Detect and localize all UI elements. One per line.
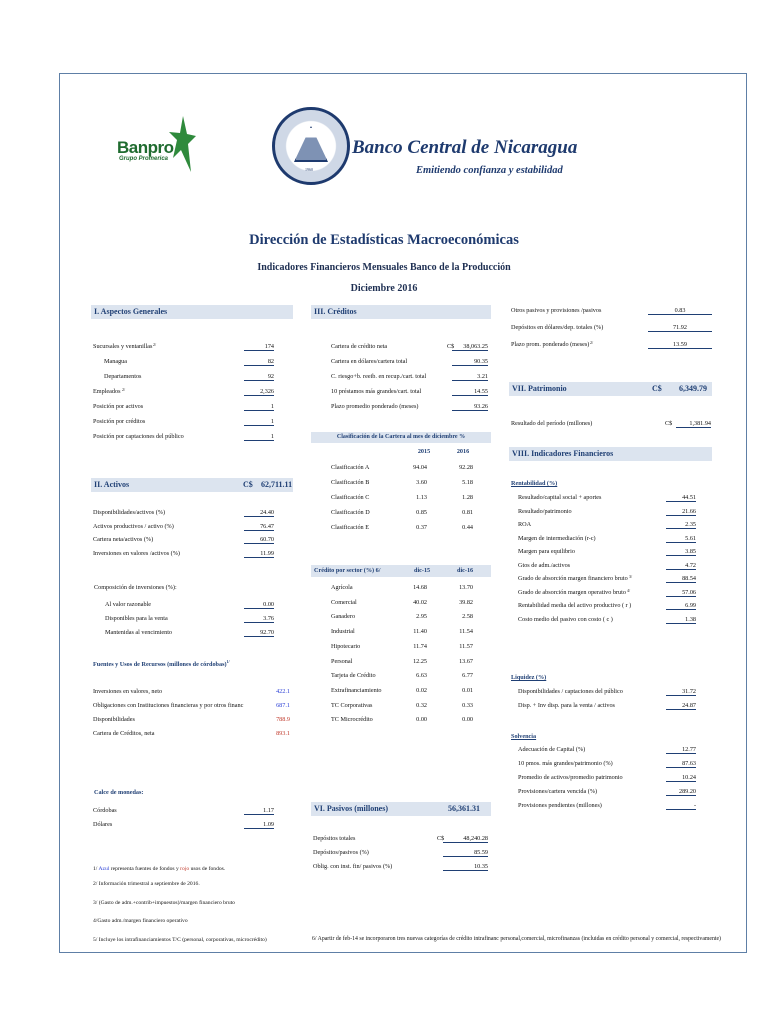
pasivo-label: Depósitos/pasivos (%) [313,849,369,856]
aspecto-value: 1 [244,403,274,411]
aspecto-label: Empleados [93,388,121,395]
clasificacion-label: Clasificación B [331,479,370,486]
rentabilidad-sup: 4/ [627,587,631,593]
seal-triangle-icon [294,126,328,162]
footnote-part-pre: 1/ [93,866,99,872]
sector-value-1: 11.74 [413,642,427,650]
solvencia-label: Adecuación de Capital (%) [518,746,586,753]
sector-value-2: 13.70 [459,584,473,591]
pasivo-extra-label: Plazo prom. ponderado (meses) [511,341,590,348]
clasificacion-label: Clasificación A [331,464,370,471]
fuente-label: Obligaciones con Instituciones financieras y por otros financ [93,702,244,709]
section-patrimonio [509,382,712,396]
footnote: 2/ Información trimestral a septiembre de 2016. [93,881,200,887]
sector-value-1: 0.02 [416,686,427,694]
credito-label: Cartera de crédito neta [331,343,388,350]
activo-label: Activos productivos / activo (%) [93,522,174,530]
rentabilidad-label: Rentabilidad media del activo productivo ( r ) [518,602,632,609]
activos-title: II. Activos [94,480,130,489]
sector-header [311,565,491,577]
pasivo-extra-value: 0.83 [648,307,712,315]
calce-value: 1.17 [244,807,274,815]
liquidez-label: Disp. + Inv disp. para la venta / activos [518,702,615,709]
aspecto-label: Posición por créditos [93,418,146,425]
bcn-seal-icon [272,107,350,185]
sector-value-2: 2.58 [462,613,473,621]
sector-label: Tarjeta de Crédito [331,672,376,680]
clasificacion-value-1: 3.60 [416,479,427,486]
activos-currency: C$ [243,480,253,489]
solvencia-label: 10 pmos. más grandes/patrimonio (%) [518,760,613,767]
fuente-value: 788.9 [276,716,290,723]
pasivo-extra-label: Otros pasivos y provisiones /pasivos [511,307,602,314]
activo-value: 76.47 [244,523,274,531]
footnote: 4/Gasto adm./margen financiero operativo [93,918,188,924]
composicion-value: 0.00 [244,601,274,609]
pasivo-label: Depósitos totales [313,835,356,842]
pasivo-value: 10.35 [443,863,488,871]
footnote-part-azul: Azul [98,866,110,872]
aspecto-value: 1 [244,433,274,441]
calce-label: Córdobas [93,807,117,814]
banpro-logo-sub: Grupo Promerica [119,156,169,162]
pasivo-value: 85.59 [443,849,488,857]
credito-label: Cartera en dólares/cartera total [331,358,408,365]
composicion-value: 3.76 [244,615,274,623]
sector-label: Personal [331,657,353,665]
clasificacion-label: Clasificación E [331,524,369,531]
clasificacion-label: Clasificación C [331,494,370,501]
report-period: Diciembre 2016 [350,283,418,294]
pasivos-title: VI. Pasivos (millones) [314,804,388,813]
fuente-label: Inversiones en valores, neto [93,688,163,695]
section-creditos: III. Créditos [311,305,491,319]
solvencia-label: Provisiones pendientes (millones) [518,802,602,809]
rentabilidad-value: 2.35 [666,521,696,529]
clasificacion-value-1: 1.13 [416,494,427,501]
sector-value-2: 39.82 [459,598,473,606]
sector-value-2: 11.57 [459,642,473,650]
rentabilidad-value: 57.06 [666,589,696,597]
rentabilidad-label: Resultado/capital social + aportes [518,494,602,501]
sector-value-1: 14.68 [413,584,427,591]
activos-total: 62,711.11 [261,480,293,489]
aspecto-label: Managua [104,358,128,365]
activo-value: 60.70 [244,536,274,544]
rentabilidad-label: Margen de intermediación (r-c) [518,534,596,542]
credito-label: C. riesgo+b. reeib. en recup./cart. total [331,373,427,380]
seal-year: 1960 [305,167,313,172]
sector-value-2: 0.33 [462,701,473,709]
calce-label: Dólares [93,821,113,828]
bcn-tagline: Emitiendo confianza y estabilidad [416,165,563,176]
sector-value-2: 0.01 [462,686,473,694]
rentabilidad-title: Rentabilidad (%) [511,480,558,487]
main-title: Dirección de Estadísticas Macroeconómicas [249,232,519,248]
credito-value: 38,063.25 [452,343,488,351]
solvencia-label: Provisiones/cartera vencida (%) [518,788,598,795]
sector-value-2: 11.54 [459,628,473,636]
rentabilidad-value: 5.61 [666,535,696,543]
rentabilidad-value: 4.72 [666,562,696,570]
aspecto-value: 82 [244,358,274,366]
solvencia-value: 87.63 [666,760,696,768]
pasivo-currency: C$ [437,835,445,842]
resultado-label: Resultado del período (millones) [511,420,593,427]
fuente-value: 687.1 [276,702,290,709]
sector-value-1: 6.63 [416,672,427,680]
composicion-label: Al valor razonable [105,601,152,608]
activo-label: Cartera neta/activos (%) [93,536,154,543]
aspecto-value: 92 [244,373,274,381]
aspecto-value: 2,326 [244,388,274,396]
rentabilidad-label: Resultado/patrimonio [518,507,572,515]
section-activos [91,478,293,492]
activo-value: 24.40 [244,509,274,517]
credito-label: 10 préstamos más grandes/cart. total [331,388,422,395]
clasificacion-value-1: 0.37 [416,524,427,531]
bcn-title: Banco Central de Nicaragua [352,137,578,158]
clasificacion-value-2: 0.44 [462,524,473,531]
rentabilidad-label: Costo medio del pasivo con costo ( c ) [518,615,613,623]
rentabilidad-label: Grado de absorción margen financiero bruto [518,575,628,582]
credito-currency: C$ [447,343,455,350]
pasivo-label: Oblig. con inst. fin/ pasivos (%) [313,863,393,870]
clasificacion-value-2: 5.18 [462,479,473,486]
fuentes-sup: 1/ [226,659,230,664]
solvencia-value: 10.24 [666,774,696,782]
sector-title: Crédito por sector (%) 6/ [314,567,381,574]
sector-col-1: dic-15 [414,567,431,574]
solvencia-value: 12.77 [666,746,696,754]
sector-label: Industrial [331,628,355,636]
activo-value: 11.99 [244,550,274,558]
calce-title: Calce de monedas: [94,789,144,796]
liquidez-title: Liquidez (%) [511,674,547,681]
aspecto-label: Departamentos [104,373,142,380]
rentabilidad-label: Margen para equilibrio [518,548,575,555]
comp-title: Composición de inversiones (%): [94,584,177,591]
calce-value: 1.09 [244,821,274,829]
solvencia-value: - [666,802,696,810]
sector-label: Hipotecario [331,642,361,650]
sector-value-1: 12.25 [413,657,427,665]
resultado-currency: C$ [665,420,673,427]
clas-year-2016: 2016 [456,448,470,455]
footnote-6: 6/ Apartir de feb-14 se incorporaron tres nuevas categorías de crédito intrafinanc personal,comercial, microfinanzas (incluidas en crédito personal y comercial, respectivamente) [312,936,721,942]
rentabilidad-label: ROA [518,521,532,528]
section-pasivos [311,802,491,816]
sector-value-2: 6.77 [462,672,473,680]
clasificacion-value-2: 1.28 [462,494,473,501]
sector-value-1: 2.95 [416,613,427,621]
sector-value-1: 0.00 [416,716,427,724]
pasivo-extra-value: 71.92 [648,324,712,332]
aspecto-sup: 2/ [122,387,126,392]
fuentes-title [93,658,230,669]
solvencia-title: Solvencia [511,733,537,740]
footnote [93,866,225,872]
liquidez-label: Disponibilidades / captaciones del público [518,688,623,695]
footnote-part-mid: representa fuentes de fondos y [109,866,181,872]
fuente-label: Disponibilidades [93,716,135,723]
credito-value: 93.26 [452,403,488,411]
credito-label: Plazo promedio ponderado (meses) [331,403,419,410]
credito-value: 3.21 [452,373,488,381]
pasivo-extra-value: 13.59 [648,341,712,349]
clasificacion-value-1: 0.85 [416,509,427,516]
patrimonio-total: 6,349.79 [679,384,707,393]
aspecto-label: Sucursales y ventanillas [93,343,153,350]
sector-label: Extrafinanciamiento [331,686,382,694]
rentabilidad-value: 3.85 [666,548,696,556]
rentabilidad-value: 1.38 [666,616,696,624]
rentabilidad-label: Gtos de adm./activos [518,561,571,569]
sector-value-2: 13.67 [459,657,473,665]
footnote-part-rojo: rojo [180,866,190,872]
liquidez-value: 24.87 [666,702,696,710]
pasivo-value: 48,240.28 [443,835,488,843]
aspecto-sup: 2/ [153,342,157,347]
aspecto-label: Posición por activos [93,403,144,410]
sector-label: TC Microcrédito [331,716,373,724]
fuente-value: 422.1 [276,688,290,695]
rentabilidad-value: 21.66 [666,508,696,516]
rentabilidad-value: 6.99 [666,602,696,610]
composicion-label: Mantenidas al vencimiento [105,629,173,636]
aspecto-value: 1 [244,418,274,426]
fuentes-title-text: Fuentes y Usos de Recursos (millones de córdobas) [93,661,227,669]
rentabilidad-sup: 3/ [629,574,633,579]
fuente-label: Cartera de Créditos, neta [93,730,155,737]
composicion-label: Disponibles para la venta [105,615,168,622]
liquidez-value: 31.72 [666,688,696,696]
clasificacion-value-1: 94.04 [413,464,427,471]
activo-label: Disponibilidades/activos (%) [93,509,166,516]
solvencia-label: Promedio de activos/promedio patrimonio [518,774,623,781]
section-indicadores: VIII. Indicadores Financieros [509,447,712,461]
sector-col-2: dic-16 [457,567,474,574]
sector-label: TC Corporativas [331,701,373,709]
rentabilidad-label: Grado de absorción margen operativo bruto [518,588,626,596]
banpro-logo-text: Banpro [117,138,174,157]
rentabilidad-value: 44.51 [666,494,696,502]
sector-value-2: 0.00 [462,716,473,724]
sector-value-1: 0.32 [416,701,427,709]
pasivos-total: 56,361.31 [448,804,480,813]
fuente-value: 893.1 [276,730,290,737]
section-aspectos-generales: I. Aspectos Generales [91,305,293,319]
composicion-value: 92.70 [244,629,274,637]
pasivo-extra-sup: 2/ [590,340,594,345]
footnote: 3/ (Gasto de adm.+contrib+impuestos)/margen financiero bruto [93,900,235,906]
resultado-value: 1,381.94 [676,420,711,428]
banpro-star-icon [163,114,197,174]
clasificacion-title: Clasificación de la Cartera al mes de diciembre % [311,432,491,443]
sector-label: Ganadero [331,613,356,621]
pasivo-extra-label: Depósitos en dólares/dep. totales (%) [511,324,604,331]
patrimonio-currency: C$ [652,384,662,393]
rentabilidad-value: 88.54 [666,575,696,583]
clasificacion-label: Clasificación D [331,509,370,516]
clasificacion-value-2: 92.28 [459,464,473,471]
clas-year-2015: 2015 [417,448,431,455]
report-subtitle: Indicadores Financieros Mensuales Banco de la Producción [257,262,511,273]
sector-value-1: 40.02 [413,598,427,606]
sector-label: Comercial [331,598,357,606]
clasificacion-value-2: 0.81 [462,509,473,516]
aspecto-label: Posición por captaciones del público [93,433,184,440]
patrimonio-title: VII. Patrimonio [512,384,567,393]
aspecto-value: 174 [244,343,274,351]
credito-value: 14.55 [452,388,488,396]
footnote-part-post: usos de fondos. [189,866,226,872]
credito-value: 90.35 [452,358,488,366]
sector-value-1: 11.40 [413,628,427,636]
activo-label: Inversiones en valores /activos (%) [93,549,180,557]
solvencia-value: 289.20 [666,788,696,796]
footnote: 5/ Incluye los intrafinanciamientos T/C (personal, corporativas, microcrédito) [93,937,267,943]
sector-label: Agrícola [331,584,353,591]
